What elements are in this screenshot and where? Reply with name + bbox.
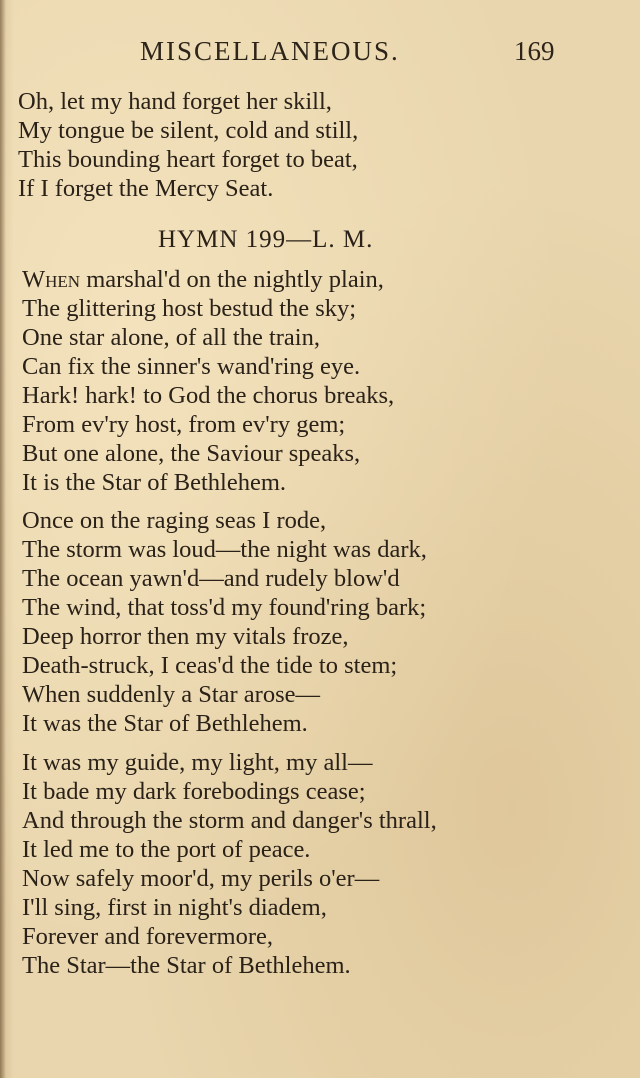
verse-line: Forever and forevermore,: [22, 923, 274, 950]
verse-line: But one alone, the Saviour speaks,: [22, 440, 361, 467]
verse-line: This bounding heart forget to beat,: [18, 146, 358, 173]
verse-line: I'll sing, first in night's diadem,: [22, 894, 327, 921]
verse-line: Oh, let my hand forget her skill,: [18, 88, 332, 115]
verse-line: Deep horror then my vitals froze,: [22, 623, 349, 650]
verse-line: It bade my dark forebodings cease;: [22, 778, 366, 805]
verse-line: The wind, that toss'd my found'ring bark;: [22, 594, 427, 621]
verse-line: When suddenly a Star arose—: [22, 681, 320, 708]
verse-line: My tongue be silent, cold and still,: [18, 117, 359, 144]
verse-line: It is the Star of Bethlehem.: [22, 469, 286, 496]
verse-line: It led me to the port of peace.: [22, 836, 311, 863]
verse-line: And through the storm and danger's thrall,: [22, 807, 437, 834]
verse-line: One star alone, of all the train,: [22, 324, 320, 351]
page-number: 169: [514, 36, 555, 66]
verse-line: It was my guide, my light, my all—: [22, 749, 373, 776]
verse-line: Now safely moor'd, my perils o'er—: [22, 865, 380, 892]
verse-line: Hark! hark! to God the chorus breaks,: [22, 382, 395, 409]
verse-line-rest: marshal'd on the nightly plain,: [80, 266, 384, 293]
verse-line: From ev'ry host, from ev'ry gem;: [22, 411, 346, 438]
verse-line: If I forget the Mercy Seat.: [18, 175, 274, 202]
first-word: When: [22, 266, 81, 293]
verse-line: The ocean yawn'd—and rudely blow'd: [22, 565, 400, 592]
running-head: [0, 30, 640, 70]
verse-line: [22, 265, 384, 294]
hymn-title: HYMN 199—L. M.: [158, 226, 374, 253]
verse-line: Once on the raging seas I rode,: [22, 507, 327, 534]
verse-line: Can fix the sinner's wand'ring eye.: [22, 353, 361, 380]
verse-line: The storm was loud—the night was dark,: [22, 536, 427, 563]
verse-line: Death-struck, I ceas'd the tide to stem;: [22, 652, 398, 679]
page-gutter-shadow: [0, 0, 6, 1078]
verse-line: The Star—the Star of Bethlehem.: [22, 952, 351, 979]
verse-line: The glittering host bestud the sky;: [22, 295, 357, 322]
verse-line: It was the Star of Bethlehem.: [22, 710, 308, 737]
running-title: MISCELLANEOUS.: [140, 36, 400, 66]
